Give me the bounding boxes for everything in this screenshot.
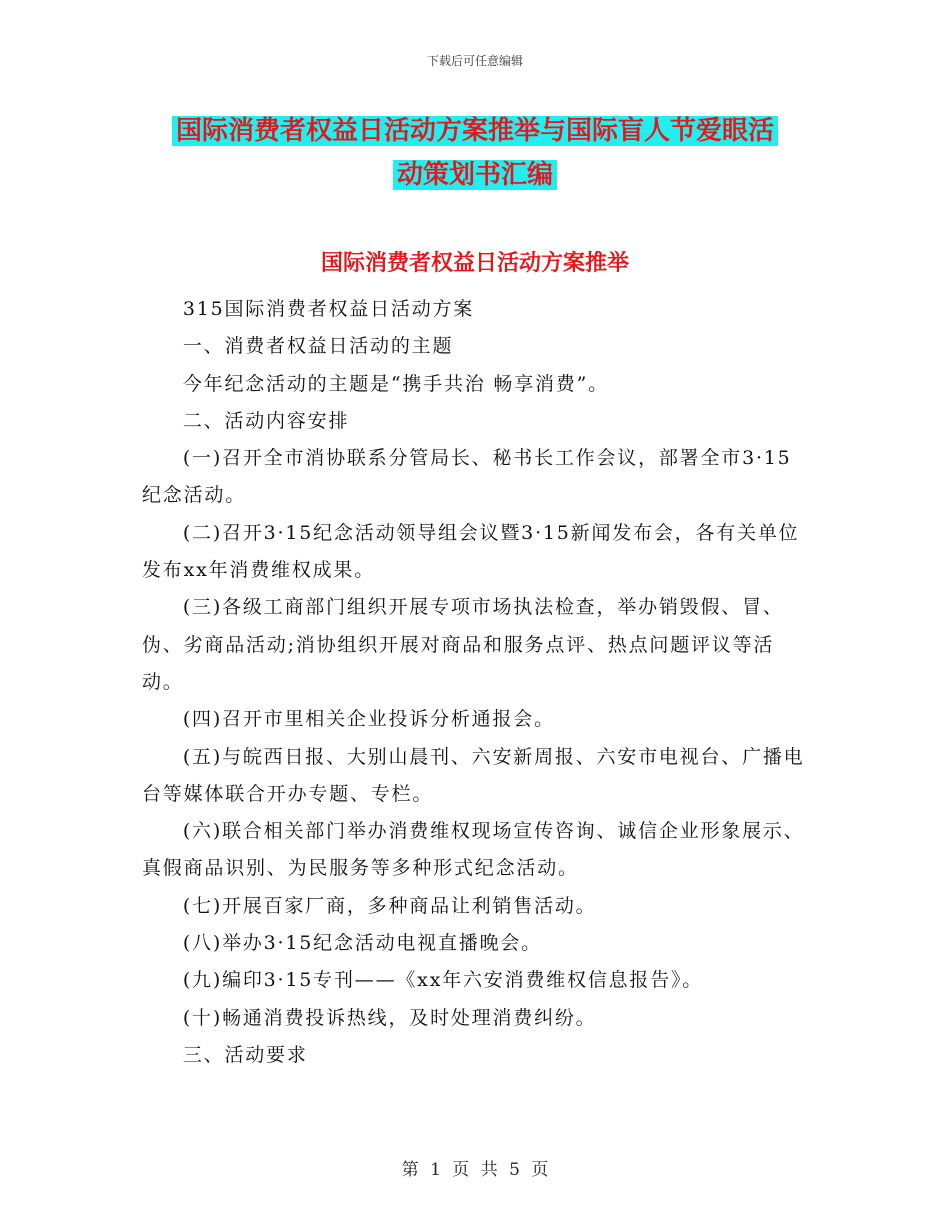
paragraph: (六)联合相关部门举办消费维权现场宣传咨询、诚信企业形象展示、真假商品识别、为民服务等多种形式纪念活动。 xyxy=(142,820,805,880)
document-title-text-1: 国际消费者权益日活动方案推举与国际盲人节爱眼活 xyxy=(172,116,778,146)
paragraph: (十)畅通消费投诉热线，及时处理消费纠纷。 xyxy=(182,1006,597,1029)
paragraph: 二、活动内容安排 xyxy=(182,409,350,432)
paragraph: (五)与皖西日报、大别山晨刊、六安新周报、六安市电视台、广播电台等媒体联合开办专题、专栏。 xyxy=(142,745,805,805)
paragraph: (八)举办3·15纪念活动电视直播晚会。 xyxy=(182,932,542,955)
paragraph: 三、活动要求 xyxy=(182,1043,308,1066)
paragraph: (一)召开全市消协联系分管局长、秘书长工作会议，部署全市3·15纪念活动。 xyxy=(142,447,792,507)
paragraph: (三)各级工商部门组织开展专项市场执法检查，举办销毁假、冒、伪、劣商品活动;消协组织开展对商品和服务点评、热点问题评议等活动。 xyxy=(142,596,784,693)
paragraph: 一、消费者权益日活动的主题 xyxy=(182,335,454,358)
paragraph: 今年纪念活动的主题是“携手共治 畅享消费”。 xyxy=(182,372,609,395)
document-body xyxy=(142,291,812,1074)
paragraph: 315国际消费者权益日活动方案 xyxy=(182,298,475,320)
document-title-line-1 xyxy=(0,113,950,149)
paragraph: (二)召开3·15纪念活动领导组会议暨3·15新闻发布会，各有关单位发布xx年消费维权成果。 xyxy=(142,521,800,582)
paragraph: (七)开展百家厂商，多种商品让利销售活动。 xyxy=(182,894,597,917)
page-number: 第 1 页 共 5 页 xyxy=(401,1160,549,1180)
paragraph: (四)召开市里相关企业投诉分析通报会。 xyxy=(182,708,555,731)
page-header-note: 下载后可任意编辑 xyxy=(426,54,523,68)
paragraph: (九)编印3·15专刊——《xx年六安消费维权信息报告》。 xyxy=(182,969,704,992)
document-title-line-2 xyxy=(0,157,950,193)
document-title-text-2: 动策划书汇编 xyxy=(393,160,557,190)
section-title: 国际消费者权益日活动方案推举 xyxy=(320,251,629,276)
